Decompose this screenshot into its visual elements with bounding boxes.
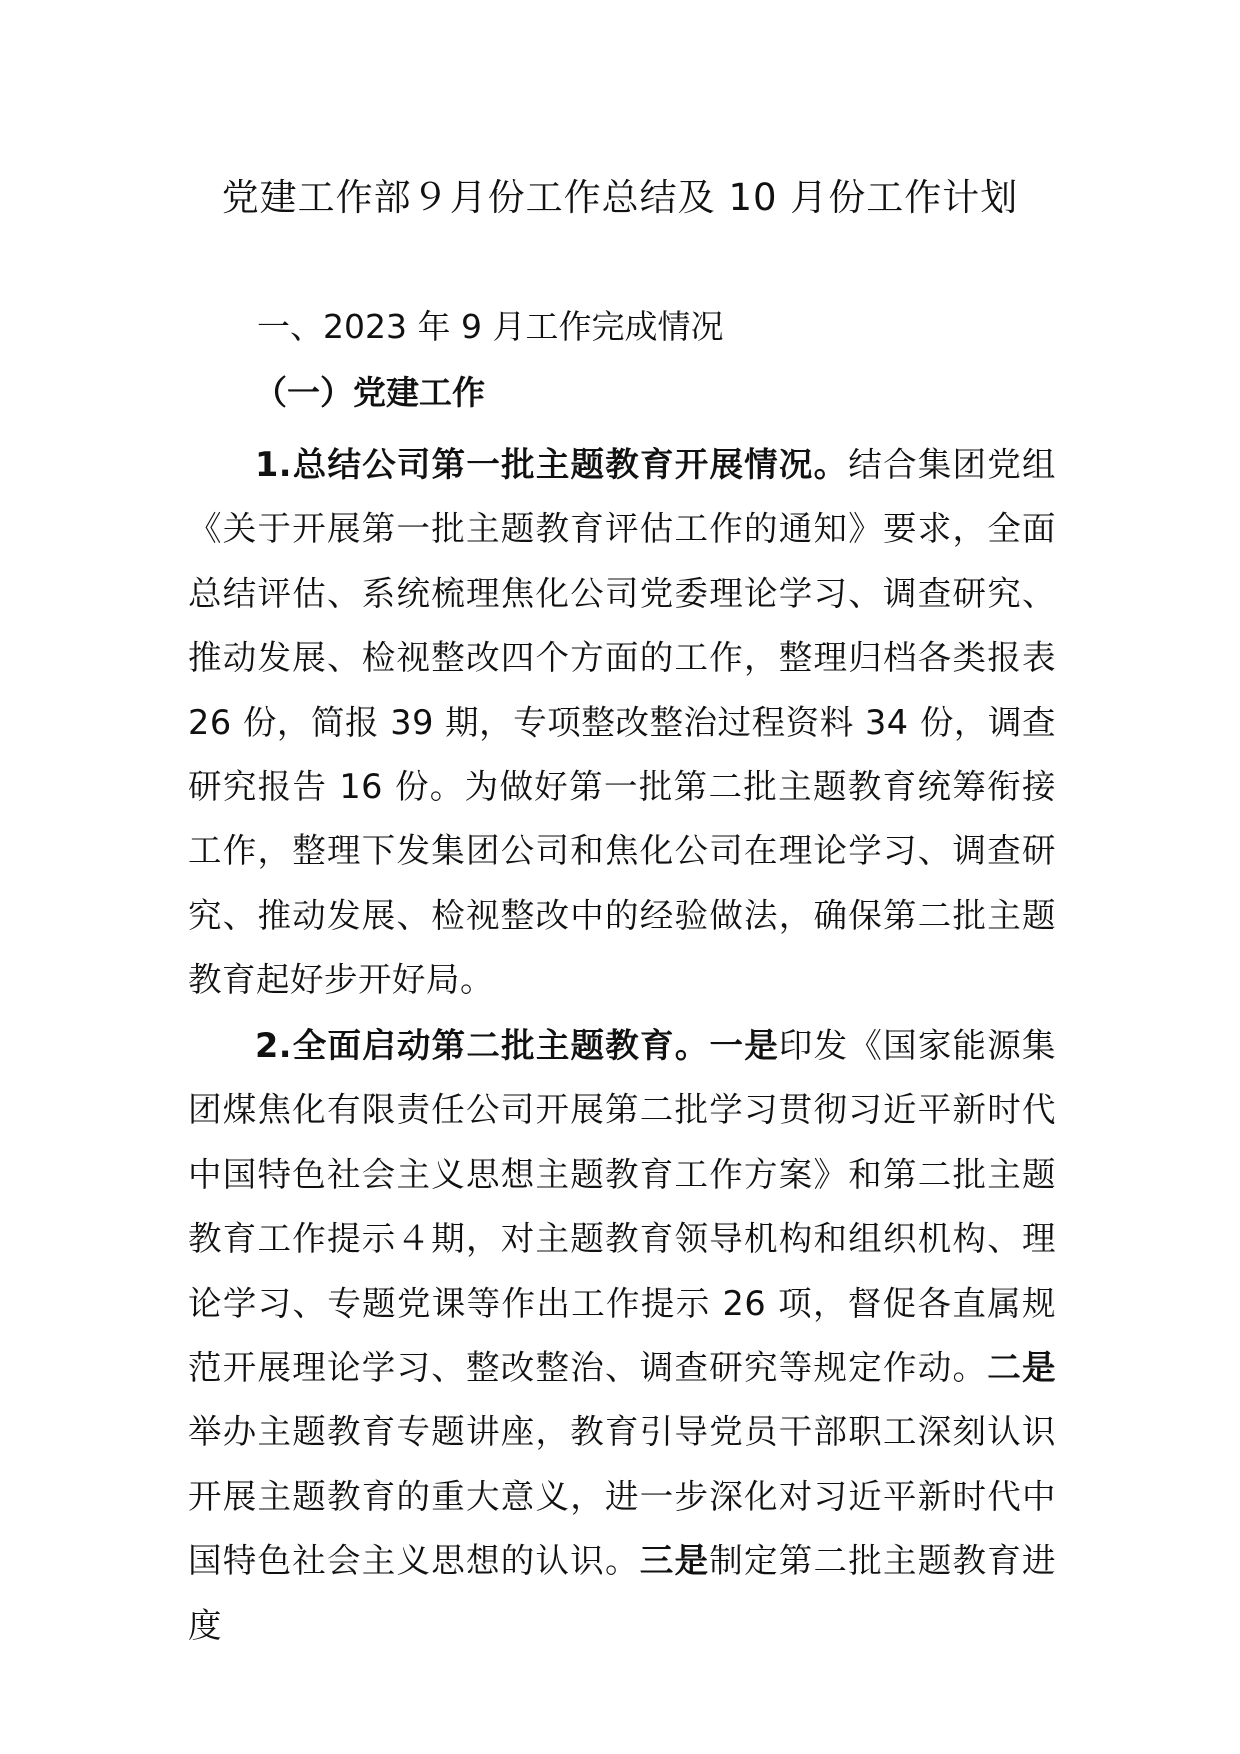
item-2-marker-2: 二是 (987, 1348, 1056, 1388)
item-2-text-3: 制定第二批主题教育进度 (188, 1541, 1056, 1645)
subsection-heading: （一）党建工作 (254, 373, 485, 412)
item-2-lead: 2.全面启动第二批主题教育。 (255, 1026, 710, 1065)
section-heading: 一、2023 年 9 月工作完成情况 (257, 307, 724, 346)
item-2-text-2: 举办主题教育专题讲座，教育引导党员干部职工深刻认识开展主题教育的重大意义，进一步深化对习近平新时代中国特色社会主义思想的认识。 (188, 1412, 1056, 1581)
item-1-body: 结合集团党组《关于开展第一批主题教育评估工作的通知》要求，全面总结评估、系统梳理焦化公司党委理论学习、调查研究、推动发展、检视整改四个方面的工作，整理归档各类报表 26 份，简报 39 期，专项整改整治过程资料 34 份，调查研究报告 16 份。为做好第一批第二批主题教育统筹衔接工作，整理下发集团公司和焦化公司在理论学习、调查研究、推动发展、检视整改中的经验做法，确保第二批主题教育起好步开好局。 (188, 445, 1057, 1000)
item-1-lead: 1.总结公司第一批主题教育开展情况。 (255, 445, 849, 484)
paragraph-item-1 (188, 433, 1056, 1013)
document-title: 党建工作部９月份工作总结及 10 月份工作计划 (221, 176, 1019, 219)
item-2-marker-3: 三是 (639, 1541, 710, 1581)
item-2-text-1: 印发《国家能源集团煤焦化有限责任公司开展第二批学习贯彻习近平新时代中国特色社会主义思想主题教育工作方案》和第二批主题教育工作提示４期，对主题教育领导机构和组织机构、理论学习、专题党课等作出工作提示 26 项，督促各直属规范开展理论学习、整改整治、调查研究等规定作动。 (188, 1026, 1056, 1388)
item-2-marker-1: 一是 (709, 1026, 779, 1065)
paragraph-item-2 (188, 1014, 1056, 1658)
